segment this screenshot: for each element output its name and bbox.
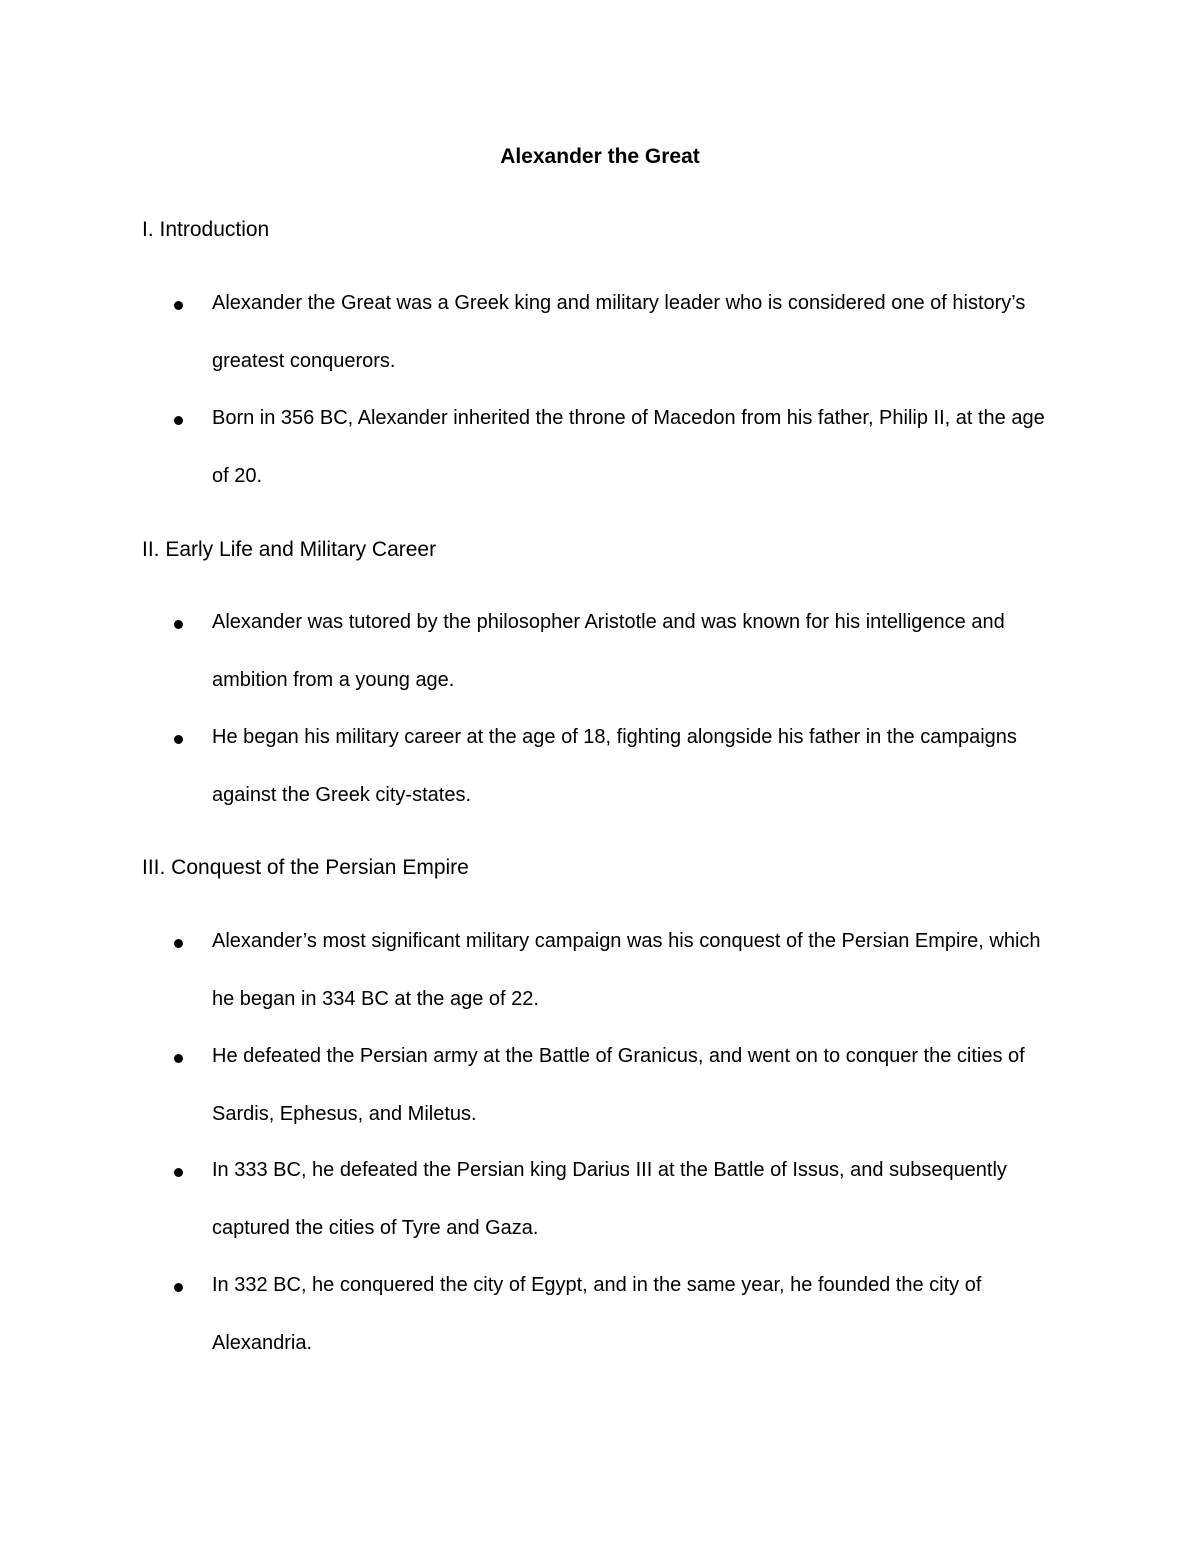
list-item-text: In 332 BC, he conquered the city of Egypt, and in the same year, he founded the city of Alexandria.: [212, 1274, 982, 1354]
bullet-icon: [174, 1168, 183, 1177]
section-heading-early-life: II. Early Life and Military Career: [142, 538, 437, 561]
section-heading-persian-conquest: III. Conquest of the Persian Empire: [142, 856, 469, 879]
bullet-icon: [174, 301, 183, 310]
bullet-icon: [174, 735, 183, 744]
document-title: Alexander the Great: [500, 145, 700, 168]
list-item-text: Alexander was tutored by the philosopher Aristotle and was known for his intelligence and ambition from a young age.: [212, 611, 1005, 691]
list-item-text: He began his military career at the age of 18, fighting alongside his father in the campaigns against the Greek city-states.: [212, 726, 1017, 806]
bullet-icon: [174, 416, 183, 425]
list-item-text: Alexander the Great was a Greek king and military leader who is considered one of history’s greatest conquerors.: [212, 292, 1026, 372]
bullet-icon: [174, 1054, 183, 1063]
bullet-icon: [174, 939, 183, 948]
list-item-text: He defeated the Persian army at the Battle of Granicus, and went on to conquer the cities of Sardis, Ephesus, and Miletus.: [212, 1045, 1025, 1125]
list-item-text: Alexander’s most significant military campaign was his conquest of the Persian Empire, which he began in 334 BC at the age of 22.: [212, 930, 1041, 1010]
bullet-icon: [174, 1283, 183, 1292]
list-item-text: Born in 356 BC, Alexander inherited the throne of Macedon from his father, Philip II, at the age of 20.: [212, 407, 1045, 487]
list-item-text: In 333 BC, he defeated the Persian king Darius III at the Battle of Issus, and subsequently captured the cities of Tyre and Gaza.: [212, 1159, 1007, 1239]
section-heading-introduction: I. Introduction: [142, 218, 270, 241]
bullet-icon: [174, 620, 183, 629]
